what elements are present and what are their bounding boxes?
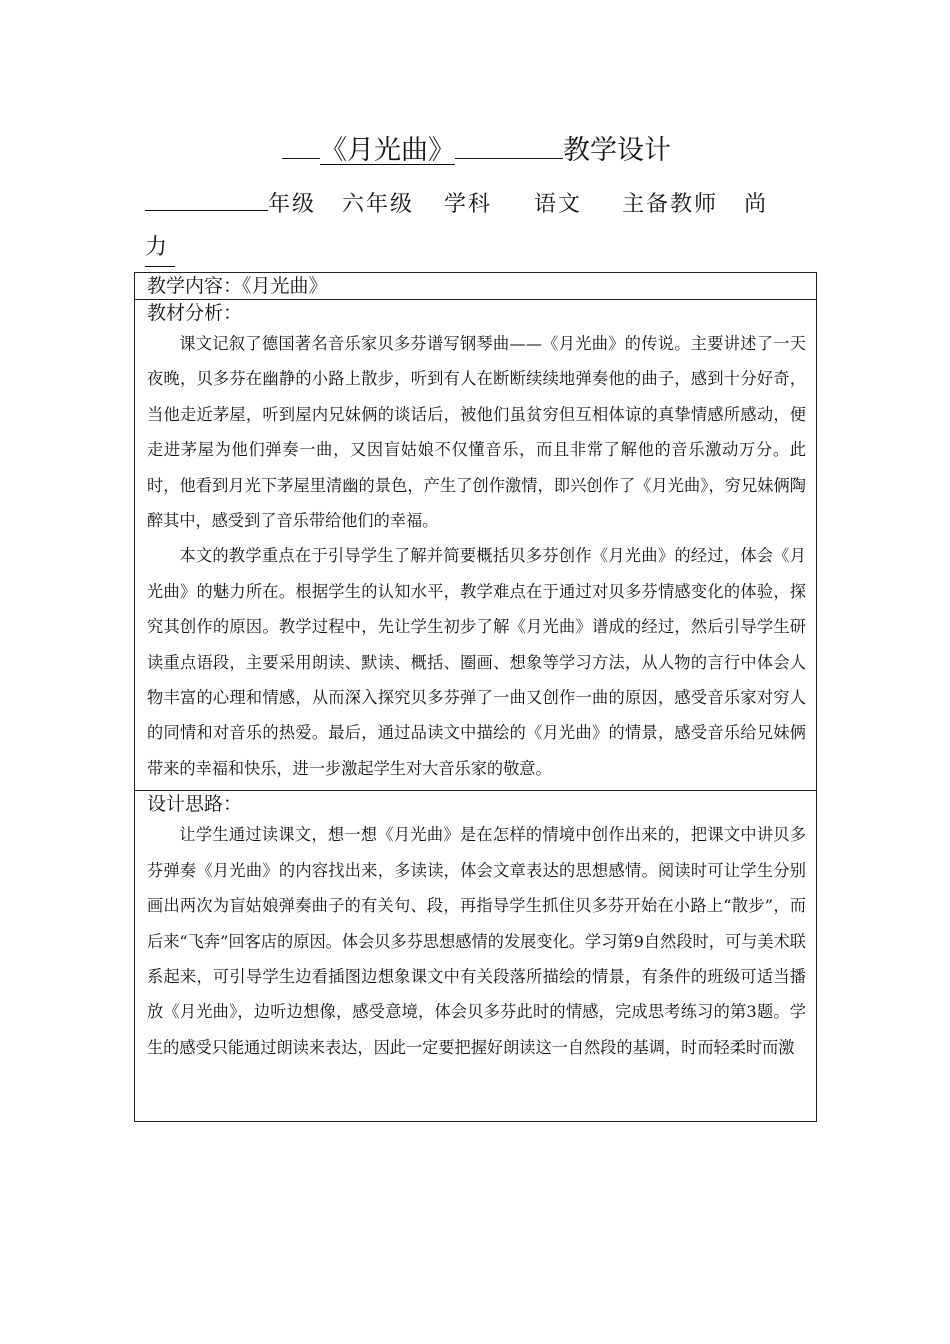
subject-label: 学科 — [444, 192, 493, 217]
subject-value: 语文 — [534, 192, 583, 217]
teacher-value-part1: 尚 — [744, 192, 769, 217]
teacher-value-part2: 力 — [145, 230, 175, 267]
table-row-design — [135, 791, 817, 1122]
analysis-paragraph-2: 本文的教学重点在于引导学生了解并简要概括贝多芬创作《月光曲》的经过，体会《月光曲》的魅力所在。根据学生的认知水平，教学难点在于通过对贝多芬情感变化的体验，探究其创作的原因。教学过程中，先让学生初步了解《月光曲》谱成的经过，然后引导学生研读重点语段，主要采用朗读、默读、概括、圈画、想象等学习方法，从人物的言行中体会人物丰富的心理和情感，从而深入探究贝多芬弹了一曲又创作一曲的原因，感受音乐家对穷人的同情和对音乐的热爱。最后，通过品读文中描绘的《月光曲》的情景，感受音乐给兄妹俩带来的幸福和快乐，进一步激起学生对大音乐家的敬意。 — [147, 546, 806, 778]
grade-value: 六年级 — [342, 192, 415, 217]
content-cell: 教学内容：《月光曲》 — [135, 273, 817, 300]
analysis-cell — [135, 300, 817, 791]
teacher-label: 主备教师 — [622, 192, 719, 217]
design-paragraph-1: 让学生通过读课文，想一想《月光曲》是在怎样的情境中创作出来的，把课文中讲贝多芬弹奏《月光曲》的内容找出来，多读读，体会文章表达的思想感情。阅读时可让学生分别画出两次为盲姑娘弹奏曲子的有关句、段，再指导学生抓住贝多芬开始在小路上“散步”，而后来“飞奔”回客店的原因。体会贝多芬思想感情的发展变化。学习第9自然段时，可与美术联系起来，可引导学生边看插图边想象课文中有关段落所描绘的情景，有条件的班级可适当播放《月光曲》，边听边想像，感受意境，体会贝多芬此时的情感，完成思考练习的第3题。学生的感受只能通过朗读来表达，因此一定要把握好朗读这一自然段的基调，时而轻柔时而激 — [147, 825, 806, 1057]
title-leading-blank — [282, 128, 320, 159]
document-title — [282, 128, 702, 172]
title-suffix: 教学设计 — [563, 135, 671, 166]
analysis-paragraph-1: 课文记叙了德国著名音乐家贝多芬谱写钢琴曲——《月光曲》的传说。主要讲述了一天夜晚，贝多芬在幽静的小路上散步，听到有人在断断续续地弹奏他的曲子，感到十分好奇，当他走近茅屋，听到屋内兄妹俩的谈话后，被他们虽贫穷但互相体谅的真挚情感所感动，便走进茅屋为他们弹奏一曲，又因盲姑娘不仅懂音乐，而且非常了解他的音乐激动万分。此时，他看到月光下茅屋里清幽的景色，产生了创作激情，即兴创作了《月光曲》，穷兄妹俩陶醉其中，感受到了音乐带给他们的幸福。 — [147, 334, 806, 531]
meta-leading-blank — [145, 182, 268, 211]
meta-continuation — [145, 230, 175, 266]
meta-line — [145, 182, 805, 218]
analysis-label: 教材分析： — [147, 302, 243, 324]
title-blank — [455, 128, 563, 159]
table-row-content — [135, 273, 817, 300]
design-label: 设计思路： — [147, 793, 243, 816]
title-book-name: 《月光曲》 — [320, 135, 455, 166]
grade-label: 年级 — [268, 192, 317, 217]
table-row-analysis — [135, 300, 817, 791]
design-cell — [135, 791, 817, 1122]
lesson-plan-table — [134, 272, 817, 1122]
